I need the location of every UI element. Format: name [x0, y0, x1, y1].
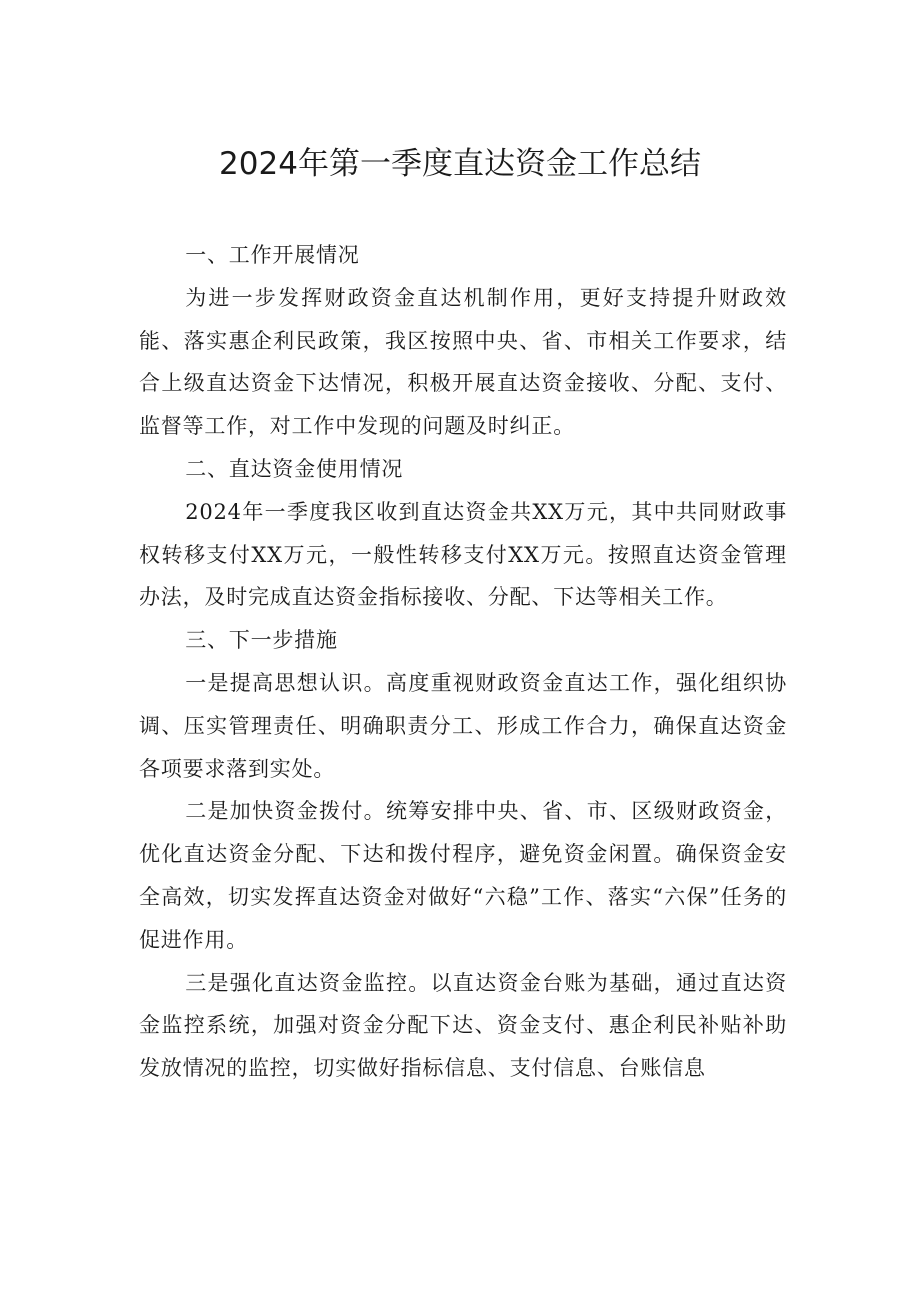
section-heading: 一、工作开展情况	[185, 243, 360, 267]
paragraph: 为进一步发挥财政资金直达机制作用，更好支持提升财政效能、落实惠企利民政策，我区按照中央、省、市相关工作要求，结合上级直达资金下达情况，积极开展直达资金接收、分配、支付、监督等工作，对工作中发现的问题及时纠正。	[139, 285, 787, 439]
document-title: 2024年第一季度直达资金工作总结	[219, 146, 701, 182]
section-heading: 三、下一步措施	[185, 628, 338, 653]
paragraph: 2024年一季度我区收到直达资金共XX万元，其中共同财政事权转移支付XX万元，一般性转移支付XX万元。按照直达资金管理办法，及时完成直达资金指标接收、分配、下达等相关工作。	[139, 499, 787, 610]
document-body	[139, 234, 787, 1090]
section-heading: 二、直达资金使用情况	[185, 456, 404, 481]
paragraph: 一是提高思想认识。高度重视财政资金直达工作，强化组织协调、压实管理责任、明确职责分工、形成工作合力，确保直达资金各项要求落到实处。	[139, 670, 787, 781]
paragraph: 二是加快资金拨付。统筹安排中央、省、市、区级财政资金，优化直达资金分配、下达和拨付程序，避免资金闲置。确保资金安全高效，切实发挥直达资金对做好“六稳”工作、落实“六保”任务的促进作用。	[139, 799, 787, 952]
paragraph: 三是强化直达资金监控。以直达资金台账为基础，通过直达资金监控系统，加强对资金分配下达、资金支付、惠企利民补贴补助发放情况的监控，切实做好指标信息、支付信息、台账信息	[139, 970, 787, 1081]
